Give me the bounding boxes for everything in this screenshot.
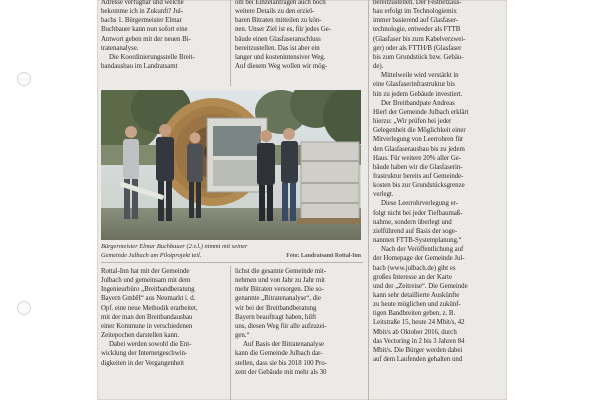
text-line: Nach der Veröffentlichung auf — [381, 246, 464, 254]
column-a-bottom — [101, 267, 225, 400]
text-line: zu heute möglichen und zukünf- — [373, 301, 461, 309]
column-divider — [230, 0, 231, 86]
text-line: Bayern beauftragt haben, hilft — [235, 313, 317, 321]
text-line: Mitverlegung von Leerrohren für — [373, 136, 464, 144]
column-b-bottom — [235, 267, 361, 400]
text-line: Zeitepochen darstellen kann. — [101, 332, 180, 340]
text-line: Leitstraße 15, heute 24 Mbit/s, 42 — [373, 319, 465, 327]
text-line: das Vectoring in 2 bis 3 Jahren 84 — [373, 337, 465, 345]
text-line: bereitzustellen. Das ist aber ein — [235, 44, 320, 52]
text-line: wir bei der Breitbandberatung — [235, 304, 317, 312]
text-line: kosten bis zur Grundstücksgrenze — [373, 182, 465, 190]
text-line: bachs 1. Bürgermeister Elmar — [101, 17, 182, 25]
text-line: hin zu jedem Gebäude investiert. — [373, 90, 463, 98]
text-line: de). — [373, 63, 384, 71]
caption-divider — [101, 262, 363, 263]
column-c — [373, 0, 501, 400]
text-line: uns, diesen Weg für alle aufzuzei- — [235, 322, 327, 330]
photo-caption — [101, 243, 361, 260]
text-line: ger) oder als FTTH/B (Glasfaser — [373, 44, 462, 52]
column-divider — [368, 0, 369, 400]
text-line: der Homepage der Gemeinde Jul- — [373, 255, 465, 263]
text-line: mehr Bitraten versorgen. Die so- — [235, 286, 324, 294]
text-line: Die Koordinierungsstelle Breit- — [109, 53, 195, 61]
column-divider — [230, 266, 231, 400]
text-line: Antwort geben mit der neuen Bi- — [101, 35, 191, 43]
text-line: bereitzustellen. Der Festnetzaus- — [373, 0, 462, 6]
text-line: digkeiten in der Vergangenheit — [101, 359, 185, 367]
text-line: Dabei werden sowohl die Ent- — [109, 341, 192, 349]
text-line: bäude einen Glasfaseranschluss — [235, 35, 321, 43]
text-line: folgt nicht bei jeder Tiefbaumaß- — [373, 209, 463, 217]
text-line: kann sehr detaillierte Auskünfte — [373, 292, 460, 299]
text-line: baren Bitraten mitteilen zu kön- — [235, 17, 322, 25]
text-line: Mbit/s. Die Bürger werden dabei — [373, 346, 463, 354]
text-line: hierzu: „Wir prüfen bei jeder — [373, 118, 452, 126]
text-line: Buchbauer kann nun sofort eine — [101, 26, 188, 34]
text-line: Auf Basis der Bitratenanalyse — [243, 341, 325, 349]
text-line: und der „Zeitreise“. Die Gemeinde — [373, 282, 468, 290]
text-line: nehmen und von Jahr zu Jahr mit — [235, 277, 325, 285]
text-line: Julbach und gemeinsam mit dem — [101, 277, 191, 285]
text-line: Adresse verfügbar und welche — [101, 0, 184, 6]
text-line: Diese Leerrohrverlegung er- — [381, 200, 458, 208]
text-line: bis zum Grundstück bzw. Gebäu- — [373, 53, 464, 61]
text-line: bandausbau im Landratsamt — [101, 63, 178, 71]
text-line: stellen, dass sie bis 2018 100 Pro- — [235, 359, 327, 367]
text-line: großes Interesse an der Karte — [373, 273, 452, 281]
newspaper-clipping — [97, 0, 507, 400]
text-line: Ingenieurbüro „Breitbandberatung — [101, 286, 195, 294]
text-line: bäude haben wir die Glasfaserin- — [373, 163, 463, 171]
text-line: zielführend auf Basis der soge- — [373, 227, 458, 235]
text-line: zent der Gebäude mit mehr als 30 — [235, 368, 327, 376]
text-line: tigen Bandbreiten geben, z. B. — [373, 310, 456, 318]
text-line: auf dem Laufenden gehalten und — [373, 356, 463, 364]
text-line: bach (www.julbach.de) gibt es — [373, 264, 456, 272]
text-line: langer und kostenintensiver Weg. — [235, 53, 326, 61]
text-line: immer basierend auf Glasfaser- — [373, 17, 459, 25]
text-line: den Glasfaserausbau bis zu jedem — [373, 145, 465, 153]
text-line: gen.“ — [235, 332, 250, 340]
text-line: genannte „Bitratenanalyse“, die — [235, 295, 321, 303]
text-line: Mittelweile wird verstärkt in — [381, 72, 459, 80]
text-line: eine Glasfaserinfrastruktur bis — [373, 81, 455, 89]
text-line: Haus. Für weitere 20% aller Ge- — [373, 154, 461, 162]
text-line: Der Breitbandpate Andreas — [381, 99, 455, 107]
text-line: bau erfolgt im Technologiemix — [373, 8, 457, 16]
text-line: Hierl der Gemeinde Julbach erklärt — [373, 108, 469, 116]
text-line: nannten FTTB-Systemplanung.“ — [373, 237, 462, 245]
text-line: tratenanalyse. — [101, 44, 139, 52]
text-line: technologie, entweder als FTTB — [373, 26, 461, 34]
text-line: mit der man den Breitbandausbau — [101, 313, 193, 321]
text-line: Rottal-Inn hat mit der Gemeinde — [101, 268, 190, 275]
column-a-top — [101, 0, 225, 84]
text-line: wicklung der Internetgeschwin- — [101, 350, 188, 358]
text-line: Mbit/s ab Oktober 2016, durch — [373, 328, 457, 336]
text-line: Gelegenheit die Möglichkeit einer — [373, 127, 466, 135]
text-line: Auf diesem Weg wollen wir mög- — [235, 63, 328, 71]
text-line: (Glasfaser bis zum Kabelverzwei- — [373, 35, 466, 43]
text-line: kann die Gemeinde Julbach dar- — [235, 350, 323, 358]
text-line: Bayern GmbH“ aus Neumarkt i. d. — [101, 295, 196, 303]
text-line: Opf. eine neue Methodik erarbeitet, — [101, 304, 198, 312]
caption-line: Bürgermeister Elmar Buchbauer (2.v.l.) nimmt mit seiner — [101, 243, 248, 250]
caption-text: Gemeinde Julbach am Pilotprojekt teil. — [101, 251, 202, 259]
text-line: nahme, sondern überlegt und — [373, 218, 452, 226]
punch-hole-bottom — [17, 301, 31, 315]
column-b-top — [235, 0, 361, 84]
text-line: lichst die gesamte Gemeinde mit- — [235, 268, 327, 275]
text-line: bekomme ich in Zukunft? Jul- — [101, 8, 184, 16]
news-photo — [101, 90, 361, 240]
text-line: einer Kommune in verschiedenen — [101, 322, 193, 330]
photo-credit: Foto: Landratsamt Rottal-Inn — [286, 252, 361, 259]
text-line: verlegt. — [373, 191, 394, 199]
text-line: om bei Einzelanfragen auch noch — [235, 0, 326, 6]
text-line: frastruktur bereits auf Gemeinde- — [373, 172, 464, 180]
text-line: weitere Details zu den erziel- — [235, 8, 315, 16]
caption-line — [101, 252, 361, 261]
punch-hole-top — [17, 72, 31, 86]
text-line: nen. Unser Ziel ist es, für jedes Ge- — [235, 26, 331, 34]
